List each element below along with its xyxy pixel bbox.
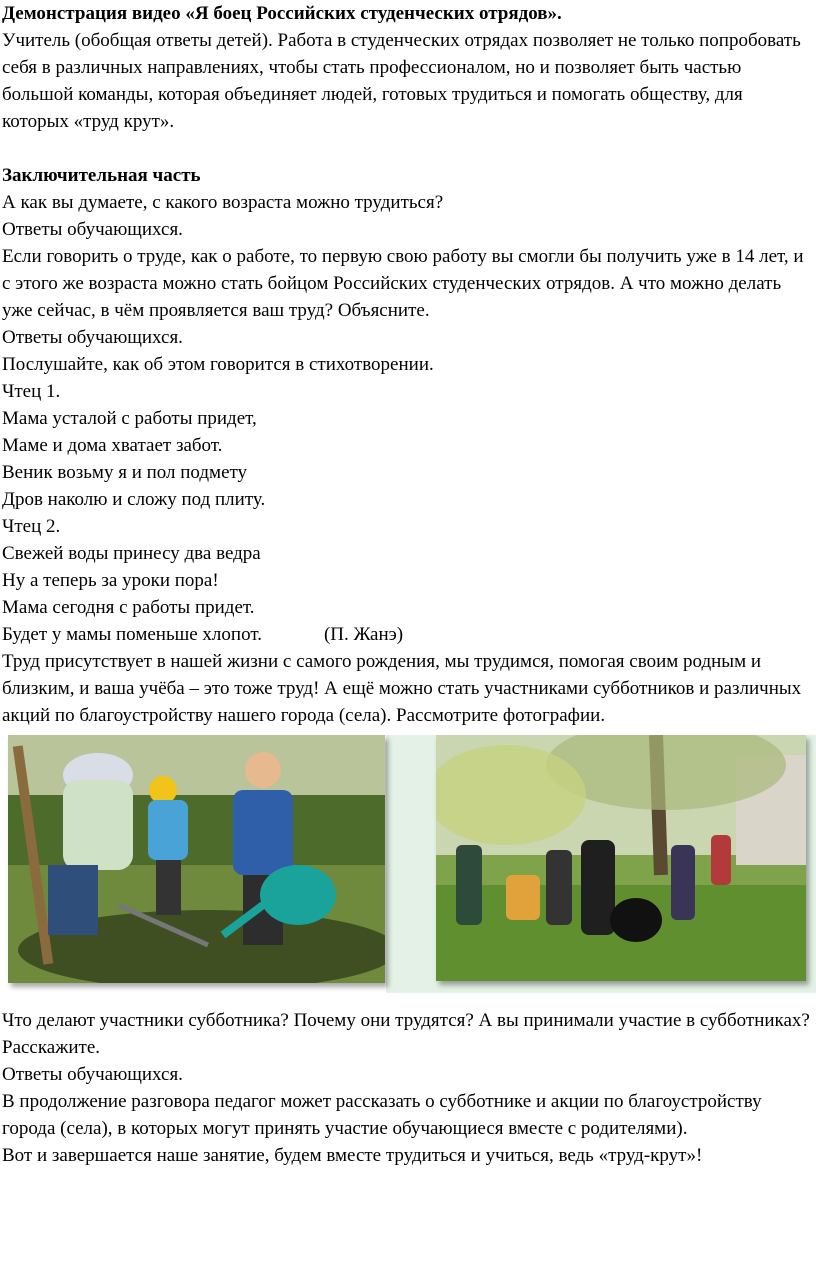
photo-children-planting: [8, 735, 385, 983]
poem-line: Мама сегодня с работы придет.: [2, 597, 255, 618]
poem-line: Свежей воды принесу два ведра: [2, 543, 261, 564]
poem-line: Мама усталой с работы придет,: [2, 408, 257, 429]
question-age: А как вы думаете, с какого возраста можно трудиться?: [2, 192, 444, 213]
poem-author: (П. Жанэ): [323, 624, 404, 645]
poem-line: Маме и дома хватает забот.: [2, 435, 223, 456]
poem-line: Ну а теперь за уроки пора!: [2, 570, 219, 591]
poem-line: Дров наколю и сложу под плиту.: [2, 489, 266, 510]
video-demo-heading: Демонстрация видео «Я боец Российских студенческих отрядов».: [2, 3, 562, 24]
poem-line: Будет у мамы поменьше хлопот.: [2, 624, 262, 645]
subbotnik-questions: Что делают участники субботника? Почему они трудятся? А вы принимали участие в субботниках? Расскажите.: [2, 1010, 810, 1058]
labor-paragraph: Труд присутствует в нашей жизни с самого рождения, мы трудимся, помогая своим родным и близким, и ваша учёба – это тоже труд! А ещё можно стать участниками субботников и различных акций по благоустройству нашего города (села). Рассмотрите фотографии.: [2, 651, 802, 726]
closing-line: Вот и завершается наше занятие, будем вместе трудиться и учиться, ведь «труд-крут»!: [2, 1145, 703, 1166]
poem-line: Веник возьму я и пол подмету: [2, 462, 248, 483]
student-answers-3: Ответы обучающихся.: [2, 1064, 183, 1085]
reader-2-label: Чтец 2.: [2, 516, 61, 537]
reader-1-label: Чтец 1.: [2, 381, 61, 402]
teacher-paragraph: Учитель (обобщая ответы детей). Работа в студенческих отрядах позволяет не только попробовать себя в различных направлениях, чтобы стать профессионалом, но и позволяет быть частью большой команды, которая объединяет людей, готовых трудиться и помогать обществу, для которых «труд крут».: [2, 30, 801, 132]
photos-row: [2, 735, 814, 995]
final-part-heading: Заключительная часть: [2, 165, 201, 186]
student-answers-1: Ответы обучающихся.: [2, 219, 183, 240]
student-answers-2: Ответы обучающихся.: [2, 327, 183, 348]
photo-subbotnik-park: [436, 735, 806, 981]
listen-line: Послушайте, как об этом говорится в стихотворении.: [2, 354, 434, 375]
continuation-paragraph: В продолжение разговора педагог может рассказать о субботнике и акции по благоустройству города (села), в которых могут принять участие обучающиеся вместе с родителями).: [2, 1091, 762, 1139]
work-paragraph: Если говорить о труде, как о работе, то первую свою работу вы смогли бы получить уже в 14 лет, и с этого же возраста можно стать бойцом Российских студенческих отрядов. А что можно делать уже сейчас, в чём проявляется ваш труд? Объясните.: [2, 246, 804, 321]
poem-last-line: [2, 621, 814, 648]
